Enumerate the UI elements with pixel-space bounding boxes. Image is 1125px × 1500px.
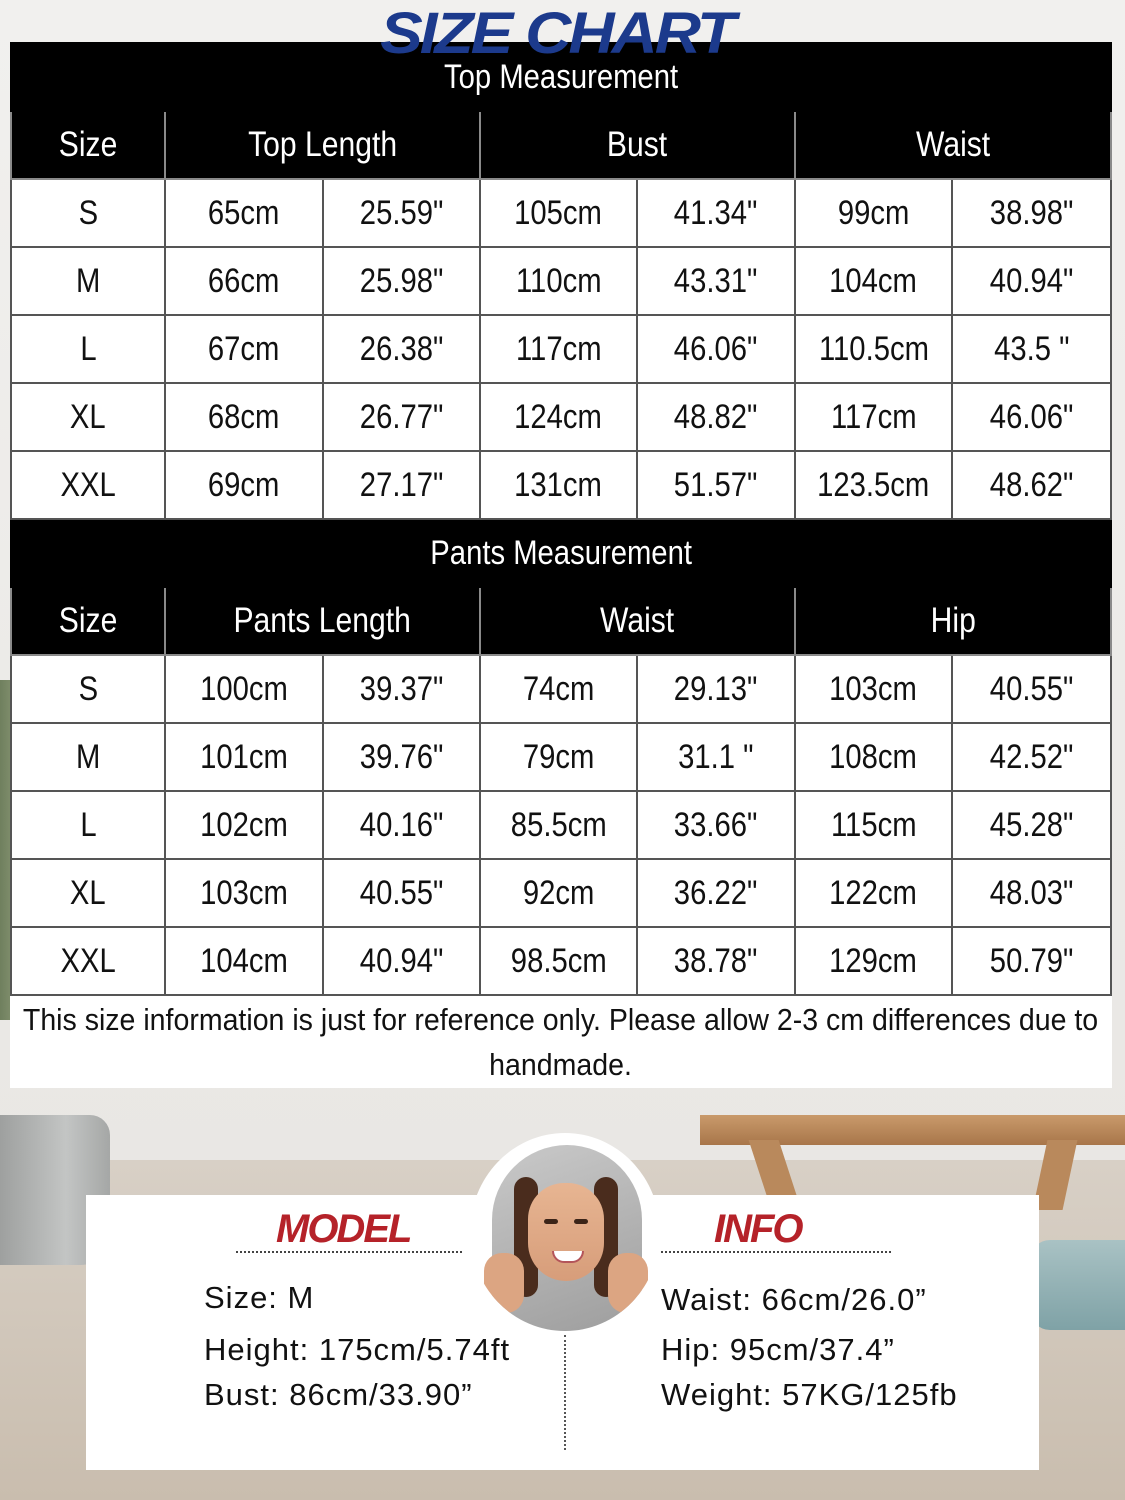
measurement-cell: 25.59" <box>323 179 480 247</box>
model-weight: Weight: 57KG/125fb <box>661 1377 958 1412</box>
measurement-cell: 110cm <box>480 247 637 315</box>
table-row <box>11 927 1111 995</box>
measurement-cell: 117cm <box>795 383 952 451</box>
column-header: Size <box>11 111 165 179</box>
measurement-cell: 68cm <box>165 383 323 451</box>
measurement-cell: 45.28" <box>952 791 1111 859</box>
model-waist: Waist: 66cm/26.0” <box>661 1282 927 1317</box>
measurement-cell: 46.06" <box>637 315 795 383</box>
measurement-cell: 74cm <box>480 655 637 723</box>
column-header: Pants Length <box>165 587 480 655</box>
measurement-cell: 67cm <box>165 315 323 383</box>
measurement-cell: 48.03" <box>952 859 1111 927</box>
measurement-cell: 31.1 " <box>637 723 795 791</box>
pants-rows <box>11 655 1111 995</box>
measurement-cell: 40.55" <box>323 859 480 927</box>
measurement-cell: 98.5cm <box>480 927 637 995</box>
size-cell: M <box>11 723 165 791</box>
size-cell: S <box>11 655 165 723</box>
measurement-cell: 104cm <box>795 247 952 315</box>
hand-shape <box>484 1253 524 1313</box>
measurement-cell: 79cm <box>480 723 637 791</box>
table-row <box>11 859 1111 927</box>
measurement-cell: 48.82" <box>637 383 795 451</box>
measurement-cell: 117cm <box>480 315 637 383</box>
top-header-row <box>11 111 1111 179</box>
eye-shape <box>544 1219 558 1224</box>
measurement-cell: 123.5cm <box>795 451 952 519</box>
measurement-cell: 124cm <box>480 383 637 451</box>
column-header: Top Length <box>165 111 480 179</box>
model-hip: Hip: 95cm/37.4” <box>661 1332 895 1367</box>
measurement-cell: 50.79" <box>952 927 1111 995</box>
measurement-cell: 46.06" <box>952 383 1111 451</box>
model-photo <box>470 1133 660 1331</box>
measurement-cell: 39.37" <box>323 655 480 723</box>
measurement-cell: 38.98" <box>952 179 1111 247</box>
measurement-cell: 129cm <box>795 927 952 995</box>
measurement-cell: 102cm <box>165 791 323 859</box>
table-row <box>11 791 1111 859</box>
column-header: Waist <box>480 587 795 655</box>
measurement-cell: 40.55" <box>952 655 1111 723</box>
measurement-cell: 108cm <box>795 723 952 791</box>
measurement-cell: 41.34" <box>637 179 795 247</box>
measurement-cell: 36.22" <box>637 859 795 927</box>
measurement-cell: 38.78" <box>637 927 795 995</box>
measurement-cell: 105cm <box>480 179 637 247</box>
measurement-cell: 48.62" <box>952 451 1111 519</box>
measurement-cell: 43.31" <box>637 247 795 315</box>
measurement-cell: 51.57" <box>637 451 795 519</box>
measurement-cell: 122cm <box>795 859 952 927</box>
table-row <box>11 315 1111 383</box>
column-header: Waist <box>795 111 1111 179</box>
size-cell: L <box>11 315 165 383</box>
table-row <box>11 179 1111 247</box>
size-cell: XL <box>11 859 165 927</box>
table-row <box>11 723 1111 791</box>
measurement-cell: 27.17" <box>323 451 480 519</box>
column-header: Hip <box>795 587 1111 655</box>
measurement-cell: 100cm <box>165 655 323 723</box>
column-header: Bust <box>480 111 795 179</box>
table-row <box>11 655 1111 723</box>
pants-header-row <box>11 587 1111 655</box>
note-row <box>11 995 1111 1088</box>
measurement-cell: 131cm <box>480 451 637 519</box>
size-cell: L <box>11 791 165 859</box>
measurement-cell: 29.13" <box>637 655 795 723</box>
measurement-cell: 26.77" <box>323 383 480 451</box>
measurement-cell: 40.94" <box>323 927 480 995</box>
pants-section-row <box>11 519 1111 587</box>
measurement-cell: 92cm <box>480 859 637 927</box>
measurement-cell: 99cm <box>795 179 952 247</box>
size-cell: S <box>11 179 165 247</box>
top-rows <box>11 179 1111 519</box>
measurement-cell: 101cm <box>165 723 323 791</box>
model-height: Height: 175cm/5.74ft <box>204 1332 511 1367</box>
measurement-cell: 26.38" <box>323 315 480 383</box>
background-cushion <box>1030 1240 1125 1330</box>
measurement-cell: 110.5cm <box>795 315 952 383</box>
measurement-cell: 39.76" <box>323 723 480 791</box>
measurement-cell: 42.52" <box>952 723 1111 791</box>
size-cell: XL <box>11 383 165 451</box>
top-section-title: Top Measurement <box>11 43 1111 111</box>
size-chart-title: SIZE CHART <box>380 0 733 66</box>
table-row <box>11 451 1111 519</box>
model-heading: MODEL <box>276 1207 411 1251</box>
dotted-divider <box>236 1251 462 1253</box>
measurement-cell: 104cm <box>165 927 323 995</box>
measurement-cell: 115cm <box>795 791 952 859</box>
measurement-cell: 103cm <box>165 859 323 927</box>
measurement-cell: 25.98" <box>323 247 480 315</box>
model-size: Size: M <box>204 1280 315 1315</box>
pants-section-title: Pants Measurement <box>11 519 1111 587</box>
info-heading: INFO <box>714 1207 802 1251</box>
measurement-cell: 40.94" <box>952 247 1111 315</box>
measurement-cell: 43.5 " <box>952 315 1111 383</box>
size-cell: XXL <box>11 927 165 995</box>
eye-shape <box>574 1219 588 1224</box>
measurement-cell: 66cm <box>165 247 323 315</box>
table-row <box>11 383 1111 451</box>
size-cell: M <box>11 247 165 315</box>
face-shape <box>528 1183 604 1281</box>
measurement-cell: 40.16" <box>323 791 480 859</box>
column-header: Size <box>11 587 165 655</box>
dotted-divider-vertical <box>564 1335 566 1450</box>
hand-shape <box>608 1253 648 1313</box>
measurement-cell: 33.66" <box>637 791 795 859</box>
measurement-cell: 85.5cm <box>480 791 637 859</box>
measurement-cell: 103cm <box>795 655 952 723</box>
measurement-cell: 65cm <box>165 179 323 247</box>
model-bust: Bust: 86cm/33.90” <box>204 1377 473 1412</box>
size-chart-table <box>10 42 1112 1088</box>
size-cell: XXL <box>11 451 165 519</box>
size-note: This size information is just for reference only. Please allow 2-3 cm differences due to handmade. <box>23 1002 1099 1082</box>
measurement-cell: 69cm <box>165 451 323 519</box>
dotted-divider <box>661 1251 891 1253</box>
table-row <box>11 247 1111 315</box>
